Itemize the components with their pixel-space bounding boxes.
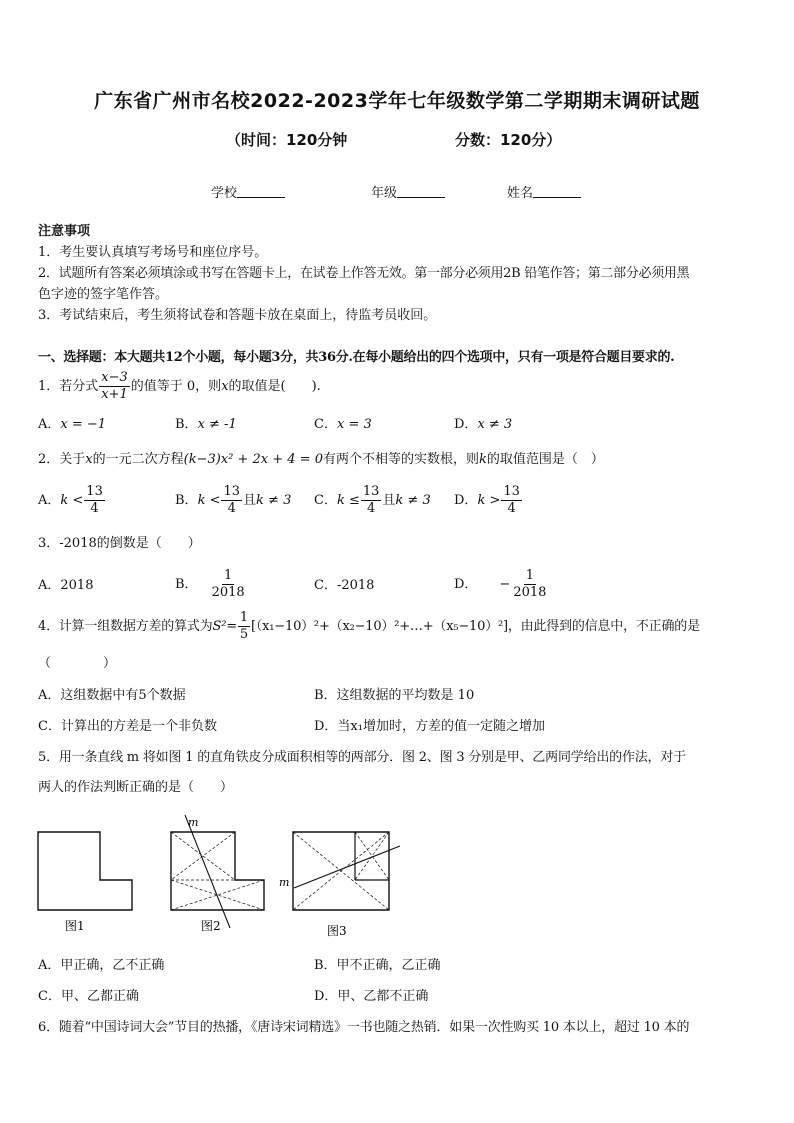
note-item: 2．试题所有答案必须填涂或书写在答题卡上，在试卷上作答无效。第一部分必须用2B 铅笔作答；第二部分必须用黑 xyxy=(38,266,690,281)
q1-stem-mid: 的值等于 0，则 xyxy=(130,378,222,394)
note-item: 1．考生要认真填写考场号和座位序号。 xyxy=(38,245,268,260)
q1-option-d[interactable]: D．x ≠ 3 xyxy=(454,417,513,432)
q4-option-d[interactable]: D．当x₁增加时，方差的值一定随之增加 xyxy=(314,719,545,734)
notes-heading: 注意事项 xyxy=(38,224,91,239)
figure-1-l-shape xyxy=(38,832,132,910)
note-item: 3．考试结束后，考生须将试卷和答题卡放在桌面上，待监考员收回。 xyxy=(38,308,437,323)
q1-variable: x xyxy=(221,378,229,394)
q1-stem-end: 的取值是( ). xyxy=(228,378,321,394)
figure-2-label: 图2 xyxy=(201,919,221,933)
school-label: 学校 xyxy=(211,186,238,201)
exam-time: （时间：120分钟 xyxy=(226,131,348,149)
grade-blank[interactable] xyxy=(397,185,445,198)
question-5-cont: 两人的作法判断正确的是（ ） xyxy=(38,780,234,795)
question-4: 4．计算一组数据方差的算式为 S²= $\frac{1}{5}$ [（x₁−10）²+（x₂−10）²+…+（x₅−10）²]，由此得到的信息中，不正确的是 xyxy=(38,610,700,642)
q4-option-b[interactable]: B．这组数据的平均数是 10 xyxy=(314,688,475,703)
figure-1-label: 图1 xyxy=(65,919,85,933)
q5-option-b[interactable]: B．甲不正确，乙正确 xyxy=(314,958,441,973)
q1-stem: 1．若分式 xyxy=(38,378,99,394)
figure-3-l-shape xyxy=(293,832,400,910)
grade-field xyxy=(371,182,445,201)
grade-label: 年级 xyxy=(371,186,398,201)
figure-3-label: 图3 xyxy=(327,924,347,938)
question-1 xyxy=(38,370,321,403)
q2-option-d[interactable]: D． k > $\frac{13}{4}$ xyxy=(454,484,520,516)
q5-option-c[interactable]: C．甲、乙都正确 xyxy=(38,989,139,1004)
section-heading: 一、选择题：本大题共12个小题，每小题3分，共36分.在每小题给出的四个选项中，只有一项是符合题目要求的. xyxy=(38,350,675,365)
question-2: 2．关于x的一元二次方程(k−3)x² + 2x + 4 = 0有两个不相等的实数根，则k的取值范围是（ ） xyxy=(38,452,604,467)
q3-option-a[interactable]: A．2018 xyxy=(38,578,94,593)
q2-option-a[interactable]: A． k < $\frac{13}{4}$ xyxy=(38,484,103,516)
q3-option-b[interactable]: B． $\frac{1}{2018}$ xyxy=(175,568,245,600)
q1-denominator: x+1 xyxy=(101,387,128,402)
q5-option-a[interactable]: A．甲正确，乙不正确 xyxy=(38,958,165,973)
q1-option-a[interactable]: A．x = −1 xyxy=(38,417,107,432)
page-title: 广东省广州市名校2022-2023学年七年级数学第二学期期末调研试题 xyxy=(94,90,700,112)
q4-option-c[interactable]: C．计算出的方差是一个非负数 xyxy=(38,719,217,734)
name-label: 姓名 xyxy=(507,186,534,201)
q5-option-d[interactable]: D．甲、乙都不正确 xyxy=(314,989,429,1004)
question-5: 5．用一条直线 m 将如图 1 的直角铁皮分成面积相等的两部分．图 2、图 3 分别是甲、乙两同学给出的作法，对于 xyxy=(38,750,686,765)
q1-option-c[interactable]: C．x = 3 xyxy=(314,417,372,432)
q1-option-b[interactable]: B．x ≠ -1 xyxy=(175,417,237,432)
q1-fraction xyxy=(99,370,130,403)
name-field xyxy=(507,182,581,201)
q2-equation: (k−3)x² + 2x + 4 = 0 xyxy=(183,452,323,467)
school-blank[interactable] xyxy=(237,185,285,198)
note-item: 色字迹的签字笔作答。 xyxy=(38,287,169,302)
name-blank[interactable] xyxy=(533,185,581,198)
q2-option-c[interactable]: C． k ≤ $\frac{13}{4}$ 且 k ≠ 3 xyxy=(314,484,431,516)
q4-option-a[interactable]: A．这组数据中有5个数据 xyxy=(38,688,186,703)
figure-2-l-shape xyxy=(171,815,264,928)
school-field xyxy=(211,182,285,201)
q3-option-d[interactable]: D． − $\frac{1}{2018}$ xyxy=(454,568,547,600)
q4-answer-paren: （ ） xyxy=(38,656,117,671)
question-3: 3．-2018的倒数是（ ） xyxy=(38,536,201,551)
figure-3-line-m: m xyxy=(279,876,290,889)
exam-score: 分数：120分） xyxy=(455,131,562,149)
question-6: 6．随着“中国诗词大会”节目的热播，《唐诗宋词精选》一书也随之热销．如果一次性购买 10 本以上，超过 10 本的 xyxy=(38,1020,690,1035)
q3-option-c[interactable]: C．-2018 xyxy=(314,578,375,593)
figure-2-line-m: m xyxy=(188,816,199,829)
q5-figures xyxy=(30,812,410,942)
q2-option-b[interactable]: B． k < $\frac{13}{4}$ 且 k ≠ 3 xyxy=(175,484,292,516)
q1-numerator: x−3 xyxy=(101,370,128,385)
